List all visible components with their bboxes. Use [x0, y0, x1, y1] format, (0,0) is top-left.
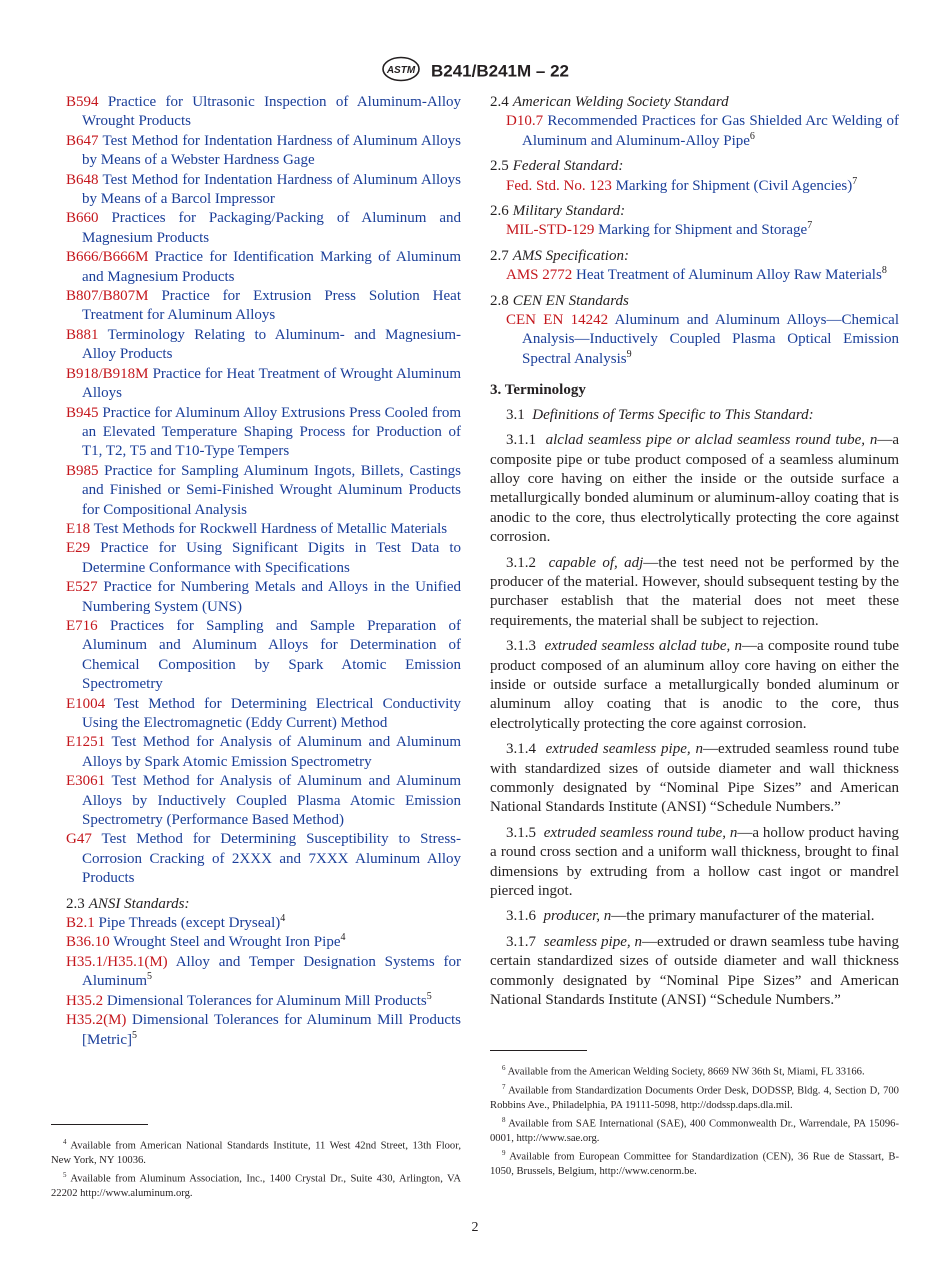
- standard-ref-wrap: [490, 112, 899, 151]
- term-text: —a composite round tube product composed of an aluminum alloy core having on either the inside or outside surface a metallurgically bonded aluminum or aluminum alloy coating that is anodic to the core, thus electrolytically protecting the core against corrosion.: [490, 638, 900, 732]
- term-name: capable of, adj: [548, 554, 644, 571]
- footnote-marker: 9: [626, 348, 632, 360]
- reference-code-link[interactable]: G47: [66, 831, 92, 848]
- term-definition: [490, 554, 899, 632]
- reference-title-link[interactable]: Dimensional Tolerances for Aluminum Mill Products: [106, 992, 427, 1009]
- term-text: —extruded or drawn seamless tube having certain standardized sizes of outside diameter and wall thickness commonly designated by “Nominal Pipe Sizes” and American National Standards Institute (ANSI) “Schedule Numbers.”: [490, 933, 899, 1009]
- footnote-text: Available from American National Standards Institute, 11 West 42nd Street, 13th Floor, New York, NY 10036.: [51, 1140, 461, 1166]
- footnote-marker: 8: [881, 265, 887, 277]
- subsection-number: 3.1: [506, 406, 525, 423]
- reference-item: [66, 287, 461, 326]
- document-designation: B241/B241M – 22: [431, 61, 569, 81]
- reference-code-link[interactable]: E1004: [66, 695, 106, 712]
- footnote: [490, 1113, 899, 1146]
- reference-item: [66, 93, 461, 132]
- footnote-text: Available from Aluminum Association, Inc., 1400 Crystal Dr., Suite 430, Arlington, VA 22202 http://www.aluminum.org.: [51, 1173, 461, 1199]
- subsection-heading: Definitions of Terms Specific to This Standard:: [532, 406, 814, 423]
- reference-title-link[interactable]: Heat Treatment of Aluminum Alloy Raw Materials: [576, 267, 882, 284]
- standard-ref-wrap: [490, 266, 899, 285]
- reference-code-link[interactable]: E3061: [66, 773, 106, 790]
- terminology-heading: 3. Terminology: [490, 382, 586, 399]
- reference-item: [66, 578, 461, 617]
- term-number: 3.1.5: [506, 824, 536, 841]
- term-name: alclad seamless pipe or alclad seamless round tube, n: [545, 432, 878, 449]
- footnote-marker: 4: [340, 932, 346, 944]
- reference-title-link[interactable]: Test Methods for Rockwell Hardness of Metallic Materials: [93, 520, 448, 537]
- standard-heading: [490, 157, 899, 176]
- other-standards-list: [490, 93, 899, 369]
- reference-title-link[interactable]: Practice for Sampling Aluminum Ingots, Billets, Castings and Finished or Semi-Finished Wrought Aluminum Products for Compositional Analysis: [82, 462, 461, 518]
- reference-item: [66, 992, 461, 1011]
- reference-title-link[interactable]: Marking for Shipment and Storage: [598, 222, 808, 239]
- term-number: 3.1.1: [506, 432, 536, 449]
- reference-title-link[interactable]: Alloy and Temper Designation Systems for Aluminum: [82, 953, 461, 990]
- reference-code-link[interactable]: E527: [66, 579, 98, 596]
- section-number: 2.8: [490, 292, 509, 309]
- reference-item: [66, 132, 461, 171]
- standard-heading: [490, 292, 899, 311]
- reference-item: [506, 177, 899, 196]
- term-number: 3.1.3: [506, 638, 536, 655]
- left-column: [66, 93, 461, 1050]
- section-heading: American Welding Society Standard: [512, 94, 729, 110]
- section-number: 2.3: [66, 895, 85, 912]
- term-number: 3.1.4: [506, 741, 536, 758]
- reference-item: [66, 462, 461, 520]
- reference-title-link[interactable]: Test Method for Indentation Hardness of Aluminum Alloys by Means of a Webster Hardness Gage: [82, 132, 461, 169]
- right-footnote-list: [490, 1061, 899, 1179]
- reference-code-link[interactable]: B2.1: [66, 915, 95, 932]
- reference-title-link[interactable]: Pipe Threads (except Dryseal): [98, 915, 281, 932]
- footnote-number: 8: [502, 1115, 506, 1124]
- footnote: [490, 1146, 899, 1179]
- footnote-text: Available from European Committee for Standardization (CEN), 36 Rue de Stassart, B-1050, Brussels, Belgium, http://www.cenorm.be.: [490, 1151, 899, 1177]
- term-definition: [490, 740, 899, 818]
- section-number: 2.6: [490, 203, 509, 220]
- reference-item: [66, 733, 461, 772]
- reference-title-link[interactable]: Test Method for Analysis of Aluminum and Aluminum Alloys by Spark Atomic Emission Spectrometry: [82, 734, 461, 770]
- reference-item: [66, 617, 461, 695]
- section-heading: CEN EN Standards: [512, 292, 629, 309]
- footnote-marker: 6: [749, 130, 755, 142]
- astm-logo-icon: [381, 56, 421, 87]
- reference-item: [66, 914, 461, 933]
- footnote-text: Available from SAE International (SAE), 400 Commonwealth Dr., Warrendale, PA 15096-0001, http://www.sae.org.: [490, 1118, 899, 1144]
- footnote: [51, 1168, 461, 1201]
- reference-code-link[interactable]: MIL-STD-129: [506, 222, 595, 239]
- reference-item: [66, 209, 461, 248]
- standard-heading: [490, 247, 899, 266]
- reference-code-link[interactable]: B647: [66, 132, 99, 149]
- reference-item: [66, 830, 461, 888]
- footnote-marker: 7: [807, 220, 813, 232]
- section-heading: Military Standard:: [512, 203, 626, 220]
- footnote-marker: 5: [147, 971, 153, 983]
- term-definition: [490, 907, 899, 926]
- reference-code-link[interactable]: E29: [66, 540, 91, 557]
- footnote-text: Available from the American Welding Society, 8669 NW 36th St, Miami, FL 33166.: [507, 1066, 865, 1078]
- reference-code-link[interactable]: B648: [66, 171, 99, 188]
- footnote-number: 7: [502, 1082, 506, 1091]
- section-heading: AMS Specification:: [512, 247, 629, 264]
- reference-code-link[interactable]: E18: [66, 520, 91, 537]
- term-definition: [490, 933, 899, 1011]
- term-text: —the primary manufacturer of the material.: [611, 908, 875, 925]
- reference-title-link[interactable]: Practice for Ultrasonic Inspection of Aluminum-Alloy Wrought Products: [82, 94, 462, 130]
- term-number: 3.1.7: [506, 933, 536, 950]
- reference-title-link[interactable]: Terminology Relating to Aluminum- and Magnesium-Alloy Products: [82, 326, 461, 363]
- reference-code-link[interactable]: B666/B666M: [66, 249, 149, 266]
- left-footnotes: [51, 1124, 461, 1201]
- reference-item: [66, 772, 461, 830]
- term-name: extruded seamless round tube, n: [543, 824, 738, 841]
- footnote-number: 5: [63, 1171, 67, 1180]
- reference-item: [66, 953, 461, 992]
- term-definition: [490, 637, 899, 734]
- reference-item: [66, 365, 461, 404]
- reference-code-link[interactable]: B881: [66, 326, 99, 343]
- reference-item: [66, 520, 461, 539]
- ansi-standards-heading: [66, 895, 461, 914]
- reference-code-link[interactable]: H35.1/H35.1(M): [66, 953, 168, 970]
- reference-code-link[interactable]: Fed. Std. No. 123: [506, 177, 612, 194]
- term-definition: [490, 824, 899, 902]
- reference-item: [66, 539, 461, 578]
- reference-title-link[interactable]: Marking for Shipment (Civil Agencies): [615, 177, 853, 194]
- reference-code-link[interactable]: H35.2: [66, 992, 104, 1009]
- section-heading: ANSI Standards:: [88, 895, 190, 912]
- reference-item: [506, 266, 899, 285]
- referenced-documents-list: [66, 93, 461, 889]
- reference-code-link[interactable]: B36.10: [66, 934, 110, 951]
- reference-title-link[interactable]: Practice for Extrusion Press Solution Heat Treatment for Aluminum Alloys: [82, 288, 461, 324]
- reference-item: [66, 933, 461, 952]
- reference-title-link[interactable]: Aluminum and Aluminum Alloys—Chemical Analysis—Inductively Coupled Plasma Optical Emission Spectral Analysis: [522, 312, 899, 367]
- footnote: [490, 1080, 899, 1113]
- footnote-marker: 7: [852, 175, 858, 187]
- reference-title-link[interactable]: Practices for Packaging/Packing of Aluminum and Magnesium Products: [82, 210, 462, 246]
- reference-title-link[interactable]: Test Method for Analysis of Aluminum and Aluminum Alloys by Inductively Coupled Plasma Atomic Emission Spectrometry (Performance Based Method): [82, 773, 461, 829]
- reference-title-link[interactable]: Wrought Steel and Wrought Iron Pipe: [113, 934, 341, 951]
- reference-title-link[interactable]: Recommended Practices for Gas Shielded Arc Welding of Aluminum and Aluminum-Alloy Pipe: [522, 113, 900, 149]
- reference-item: [506, 221, 899, 240]
- reference-item: [506, 311, 899, 369]
- reference-code-link[interactable]: B594: [66, 94, 99, 110]
- term-text: —extruded seamless round tube with standardized sizes of outside diameter and wall thickness commonly designated by “Nominal Pipe Sizes” and American National Standards Institute (ANSI) “Schedule Numbers.”: [490, 741, 899, 816]
- reference-code-link[interactable]: B807/B807M: [66, 288, 149, 305]
- reference-item: [66, 1011, 461, 1050]
- reference-item: [506, 112, 899, 151]
- right-column: [490, 93, 899, 1016]
- reference-title-link[interactable]: Dimensional Tolerances for Aluminum Mill Products [Metric]: [82, 1012, 461, 1048]
- reference-code-link[interactable]: CEN EN 14242: [506, 312, 609, 329]
- footnote-number: 4: [63, 1138, 67, 1146]
- ansi-standards-list: [66, 914, 461, 1050]
- reference-code-link[interactable]: D10.7: [506, 113, 544, 130]
- reference-title-link[interactable]: Practice for Heat Treatment of Wrought Aluminum Alloys: [82, 365, 462, 402]
- reference-title-link[interactable]: Practice for Identification Marking of Aluminum and Magnesium Products: [82, 249, 462, 285]
- reference-code-link[interactable]: AMS 2772: [506, 267, 573, 284]
- standard-ref-wrap: [490, 311, 899, 369]
- reference-title-link[interactable]: Test Method for Indentation Hardness of Aluminum Alloys by Means of a Barcol Impressor: [82, 171, 461, 208]
- reference-title-link[interactable]: Practice for Numbering Metals and Alloys in the Unified Numbering System (UNS): [82, 579, 461, 615]
- section-number: 2.5: [490, 158, 509, 175]
- standard-heading: [490, 202, 899, 221]
- standard-ref-wrap: [490, 177, 899, 196]
- definitions-subheading: [490, 406, 899, 425]
- reference-item: [66, 248, 461, 287]
- section-number: 2.4: [490, 94, 509, 110]
- term-text: —a hollow product having a round cross section and a uniform wall thickness, brought to final dimensions by extruding from a hollow cast ingot or mandrel pierced ingot.: [490, 824, 899, 900]
- reference-title-link[interactable]: Practices for Sampling and Sample Preparation of Aluminum and Aluminum Alloys for Determination of Chemical Composition by Spark Atomic Emission Spectrometry: [82, 617, 462, 693]
- reference-title-link[interactable]: Practice for Aluminum Alloy Extrusions Press Cooled from an Elevated Temperature Shaping Process for Production of T1, T2, T5 and T10-Type Tempers: [82, 404, 461, 460]
- reference-item: [66, 695, 461, 734]
- term-name: extruded seamless alclad tube, n: [544, 638, 743, 655]
- term-name: producer, n: [543, 908, 612, 925]
- footnote-marker: 5: [426, 990, 432, 1002]
- footnote-rule: [51, 1124, 148, 1125]
- reference-code-link[interactable]: B985: [66, 462, 99, 479]
- term-number: 3.1.2: [506, 554, 536, 571]
- footnote: [490, 1061, 899, 1080]
- term-definition: [490, 431, 899, 547]
- footnote-marker: 5: [131, 1029, 137, 1041]
- reference-item: [66, 404, 461, 462]
- reference-title-link[interactable]: Test Method for Determining Electrical Conductivity Using the Electromagnetic (Eddy Current) Method: [82, 695, 461, 731]
- right-footnotes: [490, 1050, 899, 1179]
- reference-code-link[interactable]: B945: [66, 404, 99, 421]
- reference-item: [66, 171, 461, 210]
- reference-code-link[interactable]: B918/B918M: [66, 365, 149, 382]
- logo-text: ASTM: [386, 65, 416, 76]
- terms-list: [490, 431, 899, 1010]
- reference-code-link[interactable]: E1251: [66, 734, 106, 751]
- term-text: —the test need not be performed by the producer of the material. However, should subsequent testing by the purchaser establish that the material does not meet these requirements, the material shall be subject to rejection.: [490, 554, 900, 629]
- section-heading: Federal Standard:: [512, 158, 624, 175]
- reference-title-link[interactable]: Practice for Using Significant Digits in Test Data to Determine Conformance with Specifications: [82, 540, 461, 576]
- reference-item: [66, 326, 461, 365]
- reference-code-link[interactable]: B660: [66, 210, 99, 227]
- reference-code-link[interactable]: H35.2(M): [66, 1012, 127, 1029]
- footnote: [51, 1135, 461, 1168]
- footnote-marker: 4: [280, 913, 286, 925]
- page-header: [0, 56, 950, 87]
- standard-ref-wrap: [490, 221, 899, 240]
- section-number: 2.7: [490, 247, 509, 264]
- reference-title-link[interactable]: Test Method for Determining Susceptibility to Stress-Corrosion Cracking of 2XXX and 7XXX Aluminum Alloy Products: [82, 831, 461, 887]
- standard-heading: [490, 93, 899, 112]
- term-name: seamless pipe, n: [543, 933, 643, 950]
- left-footnote-list: [51, 1135, 461, 1201]
- footnote-text: Available from Standardization Documents Order Desk, DODSSP, Bldg. 4, Section D, 700 Robbins Ave., Philadelphia, PA 19111-5098, http://dodssp.daps.dla.mil.: [490, 1085, 899, 1111]
- term-number: 3.1.6: [506, 908, 536, 925]
- reference-code-link[interactable]: E716: [66, 617, 98, 634]
- footnote-number: 6: [502, 1064, 506, 1072]
- footnote-rule: [490, 1050, 587, 1051]
- page-number: 2: [471, 1220, 479, 1235]
- footnote-number: 9: [502, 1149, 506, 1158]
- term-name: extruded seamless pipe, n: [545, 741, 703, 758]
- term-text: —a composite pipe or tube product composed of a seamless aluminum alloy core having on either the inside or the outside surface a metallurgically bonded aluminum or aluminum-alloy coating that is anodic to the core, thus electrolytically protecting the core against corrosion.: [490, 432, 899, 546]
